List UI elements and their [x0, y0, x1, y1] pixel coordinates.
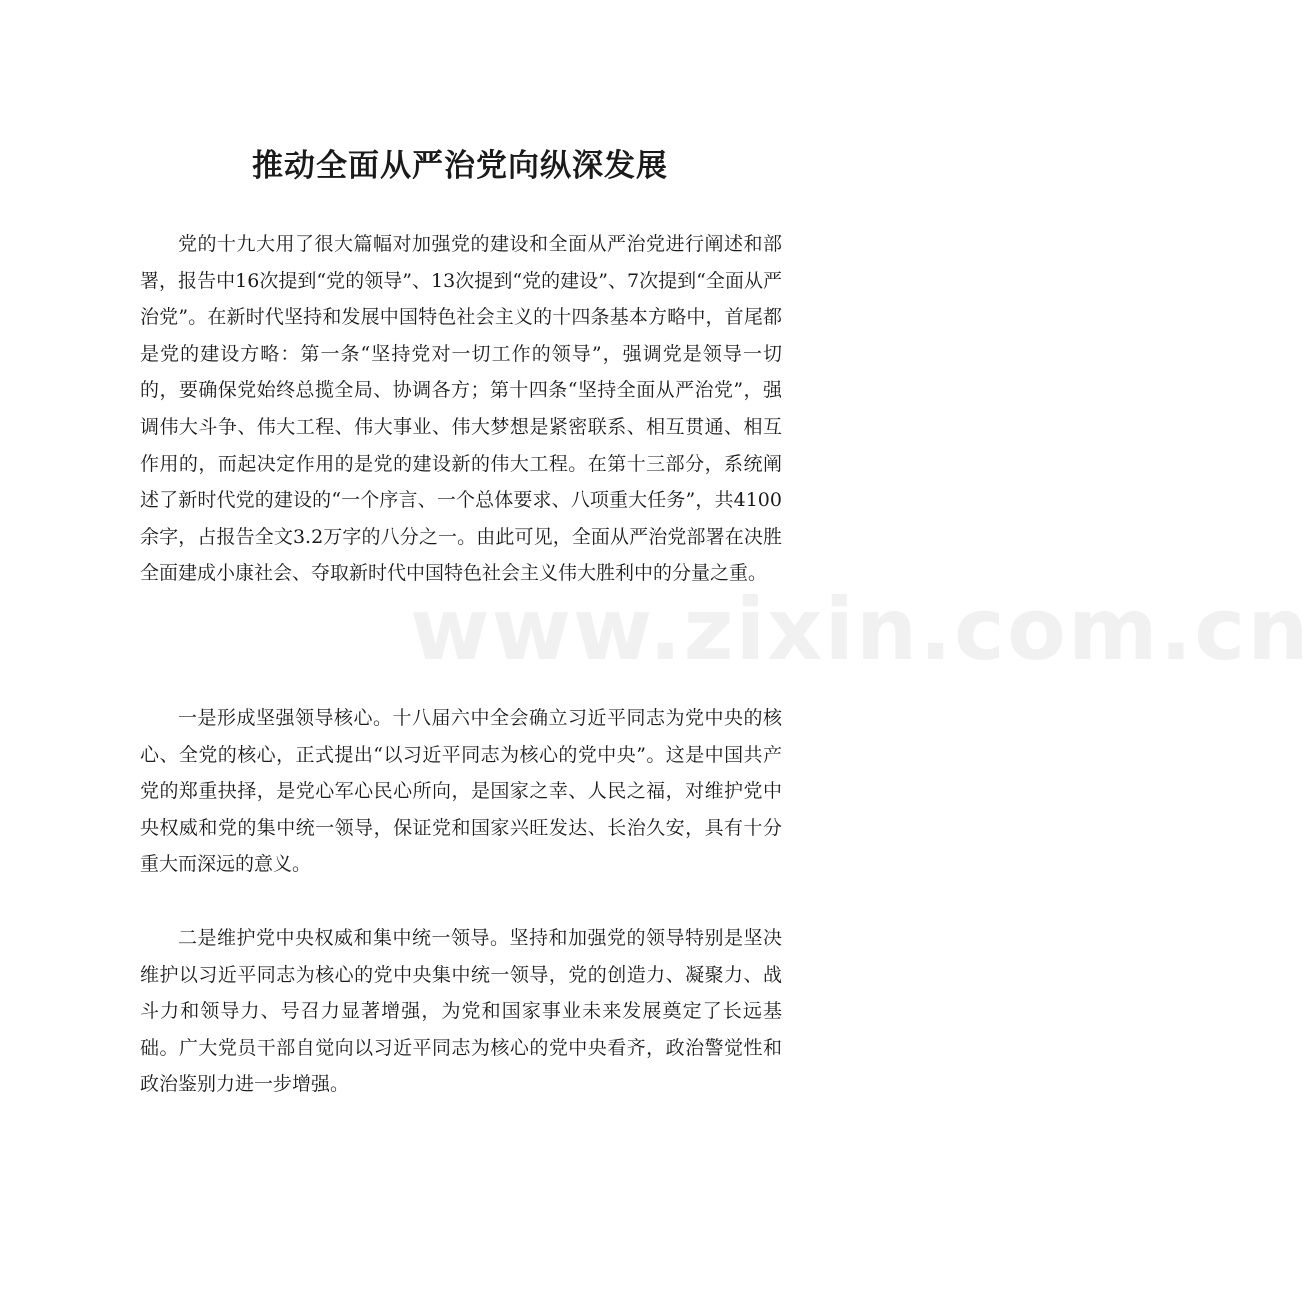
paragraph-central-authority: 二是维护党中央权威和集中统一领导。坚持和加强党的领导特别是坚决维护以习近平同志为核心的党中央集中统一领导，党的创造力、凝聚力、战斗力和领导力、号召力显著增强，为党和国家事业未来发展奠定了长远基础。广大党员干部自觉向以习近平同志为核心的党中央看齐，政治警觉性和政治鉴别力进一步增强。: [140, 927, 782, 1096]
paragraph-intro: 党的十九大用了很大篇幅对加强党的建设和全面从严治党进行阐述和部署，报告中16次提到“党的领导”、13次提到“党的建设”、7次提到“全面从严治党”。在新时代坚持和发展中国特色社会主义的十四条基本方略中，首尾都是党的建设方略：第一条“坚持党对一切工作的领导”，强调党是领导一切的，要确保党始终总揽全局、协调各方；第十四条“坚持全面从严治党”，强调伟大斗争、伟大工程、伟大事业、伟大梦想是紧密联系、相互贯通、相互作用的，而起决定作用的是党的建设新的伟大工程。在第十三部分，系统阐述了新时代党的建设的“一个序言、一个总体要求、八项重大任务”，共4100余字，占报告全文3.2万字的八分之一。由此可见，全面从严治党部署在决胜全面建成小康社会、夺取新时代中国特色社会主义伟大胜利中的分量之重。: [140, 233, 782, 585]
watermark: www.zixin.com.cn: [410, 580, 1310, 680]
paragraph-leadership-core: 一是形成坚强领导核心。十八届六中全会确立习近平同志为党中央的核心、全党的核心，正式提出“以习近平同志为核心的党中央”。这是中国共产党的郑重抉择，是党心军心民心所向，是国家之幸、人民之福，对维护党中央权威和党的集中统一领导，保证党和国家兴旺发达、长治久安，具有十分重大而深远的意义。: [140, 707, 782, 876]
document-title: 推动全面从严治党向纵深发展: [252, 148, 668, 184]
